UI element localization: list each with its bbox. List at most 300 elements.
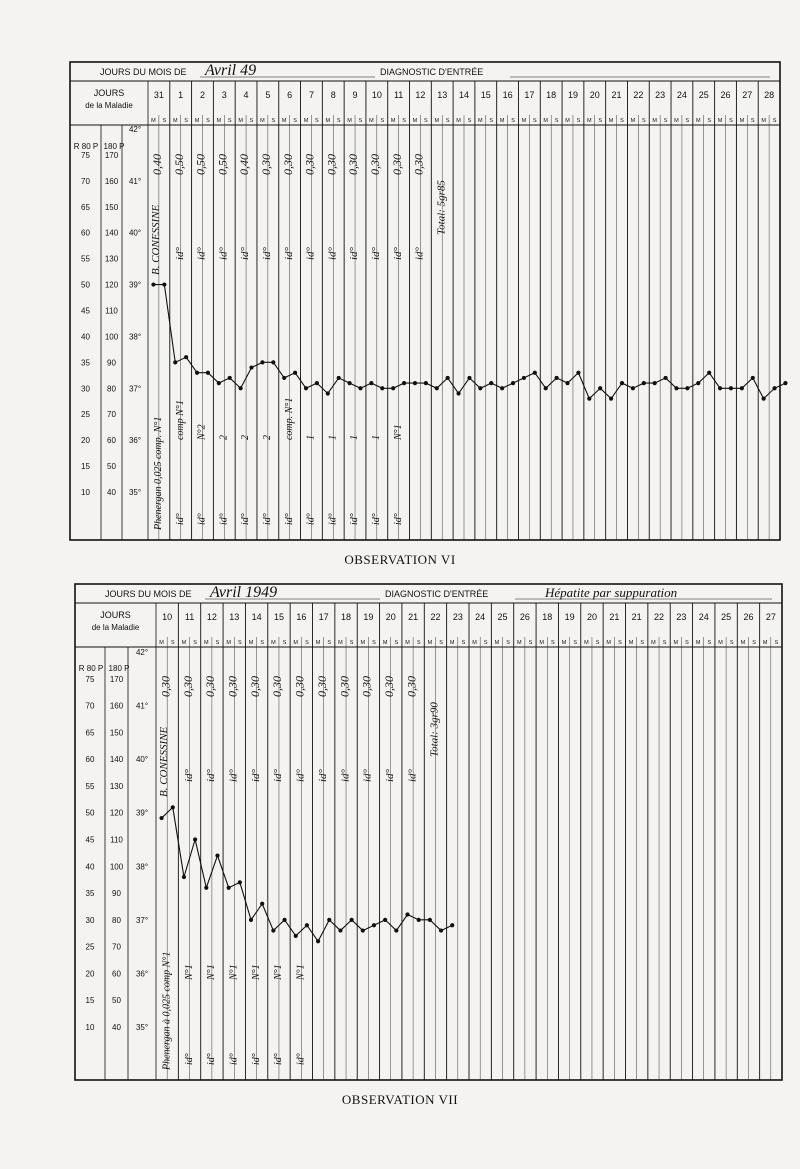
day-label: 13 bbox=[437, 90, 448, 100]
temperature-point bbox=[740, 386, 744, 390]
temperature-point bbox=[162, 282, 166, 286]
id-annotation: id° bbox=[361, 769, 374, 782]
day-label: 7 bbox=[308, 90, 314, 100]
id-annotation: id° bbox=[326, 247, 339, 260]
temperature-point bbox=[361, 928, 365, 932]
morning-label: M bbox=[695, 640, 701, 646]
r-tick-label: 20 bbox=[85, 969, 95, 979]
morning-label: M bbox=[360, 640, 366, 646]
evening-label: S bbox=[394, 640, 399, 646]
morning-label: M bbox=[717, 118, 723, 124]
temperature-point bbox=[576, 371, 580, 375]
temperature-point bbox=[631, 386, 635, 390]
morning-label: M bbox=[194, 118, 200, 124]
temperature-point bbox=[544, 386, 548, 390]
temperature-point bbox=[159, 816, 163, 820]
temperature-tick-label: 42° bbox=[128, 125, 142, 134]
dose-annotation: 0,30 bbox=[346, 154, 361, 175]
p-tick-label: 80 bbox=[112, 915, 121, 925]
de-la-maladie-label: de la Maladie bbox=[91, 623, 140, 632]
r-tick-label: 25 bbox=[85, 942, 95, 952]
day-label: 24 bbox=[475, 612, 486, 622]
evening-label: S bbox=[752, 640, 756, 646]
day-label: 21 bbox=[631, 612, 642, 622]
dose-annotation: 0,30 bbox=[270, 676, 285, 697]
dose-annotation: 0,30 bbox=[225, 676, 240, 697]
evening-label: S bbox=[662, 640, 667, 646]
temperature-line bbox=[153, 285, 785, 399]
morning-label: M bbox=[606, 640, 612, 646]
temperature-tick-label: 41° bbox=[128, 176, 142, 186]
evening-label: S bbox=[467, 118, 472, 124]
morning-label: M bbox=[543, 118, 549, 124]
dose-annotation: 0,30 bbox=[368, 154, 383, 175]
temperature-point bbox=[456, 391, 460, 395]
day-label: 19 bbox=[564, 612, 575, 622]
dose-annotation: 0,40 bbox=[237, 153, 252, 175]
evening-label: S bbox=[595, 640, 600, 646]
comp-number-annotation: N°1 bbox=[273, 964, 285, 980]
evening-label: S bbox=[729, 118, 733, 124]
temperature-tick-label: 38° bbox=[128, 332, 142, 342]
evening-label: S bbox=[249, 118, 254, 124]
day-label: 13 bbox=[229, 612, 240, 622]
evening-label: S bbox=[380, 118, 385, 124]
temperature-point bbox=[405, 912, 409, 916]
comp-number-annotation: N°1 bbox=[295, 964, 307, 980]
p-tick-label: 100 bbox=[109, 862, 124, 872]
id-bottom-annotation: id° bbox=[349, 513, 361, 525]
temperature-point bbox=[478, 386, 482, 390]
phenergan-annotation: Phenergan 0,025 comp. N°1 bbox=[153, 416, 165, 530]
temperature-point bbox=[316, 939, 320, 943]
p-tick-label: 70 bbox=[107, 410, 116, 420]
day-label: 25 bbox=[698, 90, 709, 100]
month-value: Avril 49 bbox=[205, 62, 257, 79]
p-tick-label: 110 bbox=[105, 306, 118, 316]
day-label: 26 bbox=[720, 90, 731, 100]
dose-annotation: 0,50 bbox=[171, 154, 186, 175]
comp-number-annotation: comp. N°1 bbox=[283, 397, 295, 440]
p-tick-label: 60 bbox=[112, 969, 121, 979]
id-bottom-annotation: id° bbox=[262, 513, 274, 525]
id-bottom-annotation: id° bbox=[174, 513, 186, 525]
day-label: 19 bbox=[567, 90, 578, 100]
temperature-point bbox=[555, 376, 559, 380]
dose-annotation: 0,40 bbox=[150, 154, 165, 175]
r-tick-label: 75 bbox=[85, 674, 95, 684]
r-tick-label: 20 bbox=[81, 436, 90, 446]
id-annotation: id° bbox=[316, 769, 329, 782]
comp-number-annotation: 1 bbox=[371, 435, 383, 440]
day-label: 25 bbox=[721, 612, 732, 622]
r-tick-label: 65 bbox=[85, 728, 95, 738]
temperature-point bbox=[337, 376, 341, 380]
temperature-point bbox=[305, 923, 309, 927]
evening-label: S bbox=[358, 118, 363, 124]
comp-number-annotation: N°1 bbox=[183, 964, 195, 980]
evening-label: S bbox=[315, 118, 319, 124]
evening-label: S bbox=[402, 118, 406, 124]
evening-label: S bbox=[170, 640, 175, 646]
evening-label: S bbox=[336, 118, 341, 124]
evening-label: S bbox=[439, 640, 443, 646]
dose-annotation: 0,50 bbox=[193, 154, 208, 175]
r-column-label: R 80 P bbox=[78, 664, 104, 673]
p-tick-label: 130 bbox=[109, 781, 124, 791]
evening-label: S bbox=[640, 640, 645, 646]
temperature-point bbox=[326, 391, 330, 395]
drug-annotation: B. CONESSINE bbox=[158, 726, 171, 797]
dose-annotation: 0,50 bbox=[215, 154, 230, 175]
p-tick-label: 40 bbox=[107, 488, 116, 497]
temperature-point bbox=[783, 381, 787, 385]
diagnosis-value: Hépatite par suppuration bbox=[545, 585, 678, 600]
temperature-point bbox=[467, 376, 471, 380]
temperature-point bbox=[587, 397, 591, 401]
day-label: 16 bbox=[502, 90, 513, 100]
comp-number-annotation: 1 bbox=[327, 435, 339, 440]
observation-panel-1 bbox=[70, 62, 788, 540]
diagnosis-label: DIAGNOSTIC D'ENTRÉE bbox=[385, 589, 489, 599]
id-annotation: id° bbox=[195, 247, 208, 260]
evening-label: S bbox=[551, 640, 555, 646]
id-bottom-annotation: id° bbox=[228, 1053, 240, 1065]
p-tick-label: 50 bbox=[112, 996, 121, 1006]
temperature-point bbox=[249, 918, 253, 922]
morning-label: M bbox=[561, 640, 567, 646]
day-label: 2 bbox=[199, 90, 205, 100]
comp-number-annotation: N°1 bbox=[250, 964, 262, 980]
temperature-point bbox=[772, 386, 776, 390]
morning-label: M bbox=[472, 640, 477, 646]
day-label: 8 bbox=[330, 90, 336, 100]
temperature-point bbox=[304, 386, 308, 390]
dose-annotation: 0,30 bbox=[404, 676, 419, 697]
evening-label: S bbox=[162, 118, 167, 124]
total-annotation: Total: 3gr90 bbox=[428, 702, 441, 757]
morning-label: M bbox=[521, 118, 527, 124]
day-label: 17 bbox=[318, 612, 329, 622]
comp-number-annotation: 2 bbox=[218, 435, 230, 440]
temperature-point bbox=[500, 386, 504, 390]
temperature-point bbox=[238, 880, 242, 884]
p-tick-label: 120 bbox=[104, 280, 119, 290]
temperature-tick-label: 37° bbox=[135, 915, 149, 925]
dose-annotation: 0,30 bbox=[280, 154, 295, 175]
id-annotation: id° bbox=[272, 769, 285, 782]
id-annotation: id° bbox=[239, 247, 252, 260]
morning-label: M bbox=[499, 118, 505, 124]
morning-label: M bbox=[325, 118, 331, 124]
p-tick-label: 100 bbox=[104, 332, 119, 342]
day-label: 26 bbox=[743, 612, 754, 622]
temperature-point bbox=[282, 376, 286, 380]
evening-label: S bbox=[506, 640, 510, 646]
temperature-point bbox=[193, 837, 197, 841]
id-bottom-annotation: id° bbox=[273, 1053, 285, 1065]
temperature-point bbox=[402, 381, 406, 385]
morning-label: M bbox=[248, 640, 254, 646]
p-tick-label: 80 bbox=[107, 384, 116, 394]
id-bottom-annotation: id° bbox=[305, 513, 317, 525]
evening-label: S bbox=[685, 640, 689, 646]
dose-annotation: 0,30 bbox=[381, 676, 396, 697]
morning-label: M bbox=[762, 640, 768, 646]
day-label: 24 bbox=[698, 612, 709, 622]
day-label: 11 bbox=[393, 90, 404, 100]
diagnosis-label: DIAGNOSTIC D'ENTRÉE bbox=[380, 67, 484, 77]
dose-annotation: 0,30 bbox=[180, 676, 195, 697]
temperature-point bbox=[227, 886, 231, 890]
day-label: 12 bbox=[206, 612, 217, 622]
id-bottom-annotation: id° bbox=[295, 1053, 307, 1065]
observation-caption: OBSERVATION VII bbox=[341, 1092, 459, 1107]
temperature-point bbox=[620, 381, 624, 385]
day-label: 11 bbox=[184, 612, 195, 622]
evening-label: S bbox=[424, 118, 428, 124]
p-tick-label: 170 bbox=[109, 674, 124, 684]
dose-annotation: 0,30 bbox=[158, 676, 173, 697]
temperature-tick-label: 39° bbox=[135, 808, 149, 818]
r-tick-label: 50 bbox=[81, 280, 90, 290]
day-label: 25 bbox=[497, 612, 508, 622]
evening-label: S bbox=[489, 118, 494, 124]
day-label: 21 bbox=[611, 90, 622, 100]
evening-label: S bbox=[707, 118, 712, 124]
r-tick-label: 55 bbox=[85, 781, 95, 791]
p-tick-label: 90 bbox=[112, 889, 121, 899]
id-bottom-annotation: id° bbox=[240, 513, 252, 525]
day-label: 22 bbox=[633, 90, 644, 100]
morning-label: M bbox=[434, 118, 440, 124]
dose-annotation: 0,30 bbox=[292, 676, 307, 697]
temperature-point bbox=[282, 918, 286, 922]
evening-label: S bbox=[227, 118, 232, 124]
id-annotation: id° bbox=[391, 247, 404, 260]
r-tick-label: 65 bbox=[81, 202, 90, 212]
p-column-label: 180 P bbox=[108, 664, 130, 673]
day-label: 14 bbox=[458, 90, 470, 100]
morning-label: M bbox=[718, 640, 723, 646]
dose-annotation: 0,30 bbox=[359, 676, 374, 697]
dose-annotation: 0,30 bbox=[337, 676, 352, 697]
temperature-point bbox=[696, 381, 700, 385]
comp-number-annotation: 1 bbox=[305, 435, 317, 440]
temperature-point bbox=[674, 386, 678, 390]
morning-label: M bbox=[303, 118, 309, 124]
morning-label: M bbox=[652, 118, 657, 124]
temperature-point bbox=[489, 381, 493, 385]
morning-label: M bbox=[338, 640, 343, 646]
p-tick-label: 160 bbox=[104, 176, 119, 186]
day-label: 18 bbox=[341, 612, 352, 622]
id-annotation: id° bbox=[261, 247, 274, 260]
dose-annotation: 0,30 bbox=[302, 154, 317, 175]
id-annotation: id° bbox=[217, 247, 230, 260]
p-tick-label: 120 bbox=[109, 808, 124, 818]
id-annotation: id° bbox=[348, 247, 361, 260]
day-label: 10 bbox=[162, 612, 173, 622]
temperature-point bbox=[315, 381, 319, 385]
dose-annotation: 0,30 bbox=[411, 154, 426, 175]
drug-annotation: B. CONESSINE bbox=[149, 204, 162, 275]
day-label: 21 bbox=[609, 612, 620, 622]
morning-label: M bbox=[494, 640, 500, 646]
day-label: 23 bbox=[655, 90, 666, 100]
observation-caption: OBSERVATION VI bbox=[344, 552, 456, 567]
r-tick-label: 45 bbox=[85, 835, 95, 845]
total-annotation: Total: 5gr85 bbox=[435, 180, 448, 235]
temperature-point bbox=[369, 381, 373, 385]
day-label: 15 bbox=[480, 90, 491, 100]
temperature-tick-label: 38° bbox=[135, 862, 149, 872]
id-annotation: id° bbox=[173, 247, 186, 260]
temperature-point bbox=[383, 918, 387, 922]
day-label: 19 bbox=[363, 612, 374, 622]
r-tick-label: 15 bbox=[85, 996, 95, 1006]
temperature-point bbox=[653, 381, 657, 385]
r-tick-label: 25 bbox=[81, 410, 90, 420]
temperature-point bbox=[206, 371, 210, 375]
evening-label: S bbox=[641, 118, 646, 124]
temperature-point bbox=[215, 853, 219, 857]
morning-label: M bbox=[651, 640, 656, 646]
day-label: 23 bbox=[676, 612, 687, 622]
morning-label: M bbox=[695, 118, 701, 124]
p-tick-label: 130 bbox=[104, 254, 119, 264]
temperature-point bbox=[293, 371, 297, 375]
evening-label: S bbox=[293, 118, 297, 124]
day-label: 3 bbox=[221, 90, 227, 100]
temperature-point bbox=[663, 376, 667, 380]
morning-label: M bbox=[293, 640, 299, 646]
evening-label: S bbox=[528, 640, 533, 646]
morning-label: M bbox=[517, 640, 522, 646]
day-label: 14 bbox=[251, 612, 262, 622]
p-column-label: 180 P bbox=[103, 142, 125, 151]
comp-number-annotation: comp N°1 bbox=[174, 400, 186, 440]
temperature-point bbox=[450, 923, 454, 927]
temperature-point bbox=[338, 928, 342, 932]
temperature-point bbox=[350, 918, 354, 922]
jours-label: JOURS bbox=[100, 610, 131, 620]
temperature-point bbox=[413, 381, 417, 385]
temperature-point bbox=[417, 918, 421, 922]
day-label: 1 bbox=[178, 90, 184, 100]
temperature-point bbox=[151, 282, 155, 286]
day-label: 23 bbox=[452, 612, 463, 622]
temperature-point bbox=[204, 886, 208, 890]
morning-label: M bbox=[587, 118, 592, 124]
temperature-point bbox=[271, 928, 275, 932]
comp-number-annotation: N°1 bbox=[392, 424, 404, 440]
temperature-point bbox=[217, 381, 221, 385]
evening-label: S bbox=[750, 118, 755, 124]
morning-label: M bbox=[673, 640, 679, 646]
day-label: 27 bbox=[742, 90, 753, 100]
day-label: 20 bbox=[589, 90, 600, 100]
temperature-point bbox=[249, 365, 253, 369]
evening-label: S bbox=[238, 640, 242, 646]
evening-label: S bbox=[774, 640, 779, 646]
temperature-point bbox=[260, 902, 264, 906]
temperature-point bbox=[327, 918, 331, 922]
evening-label: S bbox=[576, 118, 581, 124]
temperature-point bbox=[718, 386, 722, 390]
id-annotation: id° bbox=[205, 769, 218, 782]
temperature-point bbox=[565, 381, 569, 385]
temperature-point bbox=[271, 360, 275, 364]
temperature-point bbox=[609, 397, 613, 401]
temperature-point bbox=[173, 360, 177, 364]
r-tick-label: 70 bbox=[81, 176, 90, 186]
panel-frame bbox=[70, 62, 780, 540]
evening-label: S bbox=[193, 640, 197, 646]
month-value: Avril 1949 bbox=[210, 584, 278, 601]
morning-label: M bbox=[226, 640, 231, 646]
evening-label: S bbox=[598, 118, 603, 124]
r-tick-label: 60 bbox=[81, 228, 90, 238]
evening-label: S bbox=[461, 640, 466, 646]
temperature-tick-label: 36° bbox=[128, 436, 142, 446]
evening-label: S bbox=[271, 118, 276, 124]
temperature-point bbox=[195, 371, 199, 375]
evening-label: S bbox=[554, 118, 559, 124]
evening-label: S bbox=[445, 118, 450, 124]
day-label: 20 bbox=[586, 612, 597, 622]
temperature-tick-label: 37° bbox=[128, 384, 142, 394]
temperature-tick-label: 35° bbox=[135, 1023, 149, 1032]
days-of-month-label: JOURS DU MOIS DE bbox=[100, 67, 187, 77]
morning-label: M bbox=[260, 118, 265, 124]
temperature-point bbox=[439, 928, 443, 932]
morning-label: M bbox=[281, 118, 287, 124]
morning-label: M bbox=[584, 640, 589, 646]
temperature-point bbox=[380, 386, 384, 390]
temperature-point bbox=[533, 371, 537, 375]
day-label: 26 bbox=[519, 612, 530, 622]
day-label: 27 bbox=[765, 612, 776, 622]
temperature-point bbox=[372, 923, 376, 927]
r-tick-label: 45 bbox=[81, 306, 90, 316]
temperature-point bbox=[239, 386, 243, 390]
id-bottom-annotation: id° bbox=[218, 513, 230, 525]
morning-label: M bbox=[740, 640, 746, 646]
morning-label: M bbox=[382, 640, 388, 646]
evening-label: S bbox=[729, 640, 734, 646]
comp-number-annotation: 1 bbox=[349, 435, 361, 440]
evening-label: S bbox=[772, 118, 777, 124]
p-tick-label: 90 bbox=[107, 358, 116, 368]
dose-annotation: 0,30 bbox=[203, 676, 218, 697]
evening-label: S bbox=[206, 118, 210, 124]
morning-label: M bbox=[739, 118, 745, 124]
p-tick-label: 40 bbox=[112, 1023, 121, 1032]
temperature-point bbox=[435, 386, 439, 390]
morning-label: M bbox=[315, 640, 321, 646]
morning-label: M bbox=[539, 640, 544, 646]
day-label: 15 bbox=[273, 612, 284, 622]
r-tick-label: 15 bbox=[81, 462, 90, 472]
dose-annotation: 0,30 bbox=[389, 154, 404, 175]
id-bottom-annotation: id° bbox=[327, 513, 339, 525]
morning-label: M bbox=[628, 640, 634, 646]
id-bottom-annotation: id° bbox=[371, 513, 383, 525]
day-label: 18 bbox=[542, 612, 553, 622]
id-annotation: id° bbox=[370, 247, 383, 260]
evening-label: S bbox=[416, 640, 421, 646]
